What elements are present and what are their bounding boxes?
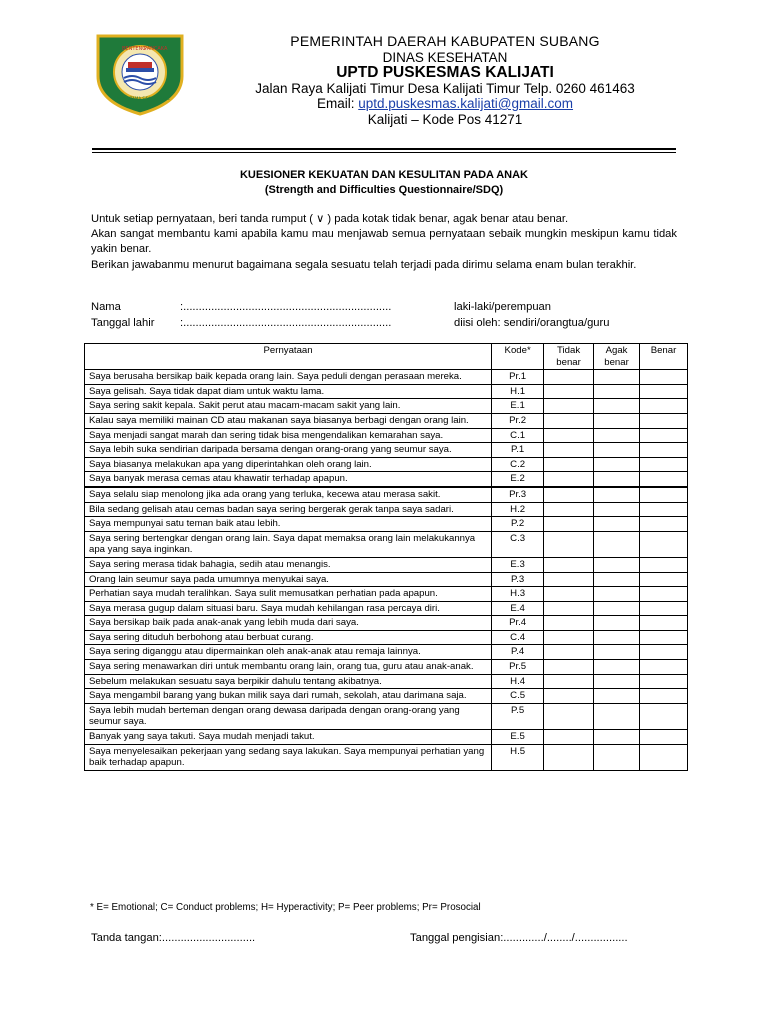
answer-benar-box[interactable] [640, 630, 688, 645]
statement-text: Saya mempunyai satu teman baik atau lebih. [85, 517, 492, 532]
signature-field[interactable]: Tanda tangan:.............................. [91, 932, 256, 944]
postal-code: Kalijati – Kode Pos 41271 [367, 111, 523, 127]
code-legend: * E= Emotional; C= Conduct problems; H= Hyperactivity; P= Peer problems; Pr= Prosocial [90, 902, 481, 913]
answer-tidak-benar-box[interactable] [544, 689, 594, 704]
instruction-1: Untuk setiap pernyataan, beri tanda rumput ( ∨ ) pada kotak tidak benar, agak benar atau benar. [91, 213, 569, 225]
answer-benar-box[interactable] [640, 517, 688, 532]
table-body [85, 370, 688, 771]
answer-benar-box[interactable] [640, 601, 688, 616]
answer-benar-box[interactable] [640, 744, 688, 770]
statement-text: Saya sering dituduh berbohong atau berbuat curang. [85, 630, 492, 645]
table-row [85, 689, 688, 704]
gender-options[interactable]: laki-laki/perempuan [454, 301, 552, 313]
col-tidak-benar: Tidak benar [544, 344, 594, 370]
answer-benar-box[interactable] [640, 428, 688, 443]
header-divider-thin [92, 152, 676, 153]
table-row [85, 487, 688, 502]
answer-tidak-benar-box[interactable] [544, 645, 594, 660]
tanggal-lahir-label: Tanggal lahir [91, 316, 155, 329]
statement-code: P.3 [492, 572, 544, 587]
statement-text: Kalau saya memiliki mainan CD atau makanan saya biasanya berbagi dengan orang lain. [85, 413, 492, 428]
statement-text: Bila sedang gelisah atau cemas badan saya sering bergerak gerak tanpa saya sadari. [85, 502, 492, 517]
statement-text: Saya sering merasa tidak bahagia, sedih atau menangis. [85, 557, 492, 572]
statement-text: Saya merasa gugup dalam situasi baru. Saya mudah kehilangan rasa percaya diri. [85, 601, 492, 616]
statement-text: Saya lebih mudah berteman dengan orang dewasa daripada dengan orang-orang yang seumur saya. [85, 703, 492, 729]
answer-benar-box[interactable] [640, 689, 688, 704]
statement-code: E.5 [492, 730, 544, 745]
answer-agak-benar-box[interactable] [594, 703, 640, 729]
table-row [85, 399, 688, 414]
statement-code: Pr.5 [492, 660, 544, 675]
col-agak-benar: Agak benar [594, 344, 640, 370]
statement-text: Saya bersikap baik pada anak-anak yang lebih muda dari saya. [85, 616, 492, 631]
statement-code: C.2 [492, 457, 544, 472]
instruction-2: Akan sangat membantu kami apabila kamu mau menjawab semua pernyataan sebaik mungkin meskipun kamu tidak yakin benar. [91, 228, 677, 256]
answer-benar-box[interactable] [640, 587, 688, 602]
statement-text: Perhatian saya mudah teralihkan. Saya sulit memusatkan perhatian pada apapun. [85, 587, 492, 602]
col-kode: Kode* [492, 344, 544, 370]
answer-tidak-benar-box[interactable] [544, 443, 594, 458]
answer-tidak-benar-box[interactable] [544, 557, 594, 572]
answer-benar-box[interactable] [640, 443, 688, 458]
col-benar: Benar [640, 344, 688, 370]
statement-code: Pr.2 [492, 413, 544, 428]
answer-agak-benar-box[interactable] [594, 472, 640, 487]
answer-agak-benar-box[interactable] [594, 674, 640, 689]
nama-label: Nama [91, 301, 121, 313]
respondent-options [454, 300, 609, 331]
statement-text: Saya sering diganggu atau dipermainkan oleh anak-anak atau remaja lainnya. [85, 645, 492, 660]
statement-text: Saya biasanya melakukan apa yang diperintahkan oleh orang lain. [85, 457, 492, 472]
answer-benar-box[interactable] [640, 413, 688, 428]
header-divider [92, 148, 676, 150]
table-row [85, 587, 688, 602]
answer-agak-benar-box[interactable] [594, 587, 640, 602]
statement-text: Saya sering sakit kepala. Sakit perut atau macam-macam sakit yang lain. [85, 399, 492, 414]
nama-field[interactable]: :................................................................... [180, 301, 392, 313]
tanggal-lahir-field[interactable]: :................................................................... [180, 316, 392, 329]
answer-agak-benar-box[interactable] [594, 744, 640, 770]
answer-agak-benar-box[interactable] [594, 384, 640, 399]
questionnaire-title [92, 168, 676, 198]
table-row [85, 472, 688, 487]
statement-text: Saya gelisah. Saya tidak dapat diam untuk waktu lama. [85, 384, 492, 399]
statement-code: P.5 [492, 703, 544, 729]
logo-text-left: BENTENG [122, 46, 147, 52]
answer-tidak-benar-box[interactable] [544, 370, 594, 385]
statement-code: E.4 [492, 601, 544, 616]
email-line [220, 96, 670, 112]
answer-benar-box[interactable] [640, 487, 688, 502]
government-name: PEMERINTAH DAERAH KABUPATEN SUBANG [290, 33, 600, 49]
fill-date-field[interactable]: Tanggal pengisian:............./......../................. [410, 932, 628, 944]
statement-code: E.2 [492, 472, 544, 487]
statement-code: P.2 [492, 517, 544, 532]
answer-benar-box[interactable] [640, 645, 688, 660]
answer-agak-benar-box[interactable] [594, 689, 640, 704]
answer-tidak-benar-box[interactable] [544, 703, 594, 729]
answer-tidak-benar-box[interactable] [544, 630, 594, 645]
statement-text: Saya menjadi sangat marah dan sering tidak bisa mengendalikan kemarahan saya. [85, 428, 492, 443]
statement-code: Pr.3 [492, 487, 544, 502]
answer-agak-benar-box[interactable] [594, 428, 640, 443]
table-row [85, 531, 688, 557]
answer-agak-benar-box[interactable] [594, 572, 640, 587]
table-row [85, 703, 688, 729]
sdq-table [84, 343, 688, 771]
answer-agak-benar-box[interactable] [594, 660, 640, 675]
table-row [85, 744, 688, 770]
statement-code: C.5 [492, 689, 544, 704]
statement-text: Saya lebih suka sendirian daripada bersama dengan orang-orang yang seumur saya. [85, 443, 492, 458]
email-label: Email: [316, 96, 359, 111]
answer-tidak-benar-box[interactable] [544, 413, 594, 428]
answer-benar-box[interactable] [640, 472, 688, 487]
logo-text-right: PANCAKA [144, 46, 168, 52]
table-row [85, 517, 688, 532]
table-row [85, 557, 688, 572]
table-row [85, 384, 688, 399]
instructions [91, 212, 677, 273]
table-row [85, 572, 688, 587]
instruction-3: Berikan jawabanmu menurut bagaimana segala sesuatu telah terjadi pada dirimu selama enam bulan terakhir. [91, 258, 637, 271]
answer-tidak-benar-box[interactable] [544, 744, 594, 770]
table-row [85, 674, 688, 689]
table-row [85, 730, 688, 745]
table-row [85, 630, 688, 645]
answer-benar-box[interactable] [640, 370, 688, 385]
answer-agak-benar-box[interactable] [594, 399, 640, 414]
answer-tidak-benar-box[interactable] [544, 660, 594, 675]
answer-tidak-benar-box[interactable] [544, 730, 594, 745]
table-row [85, 413, 688, 428]
answer-tidak-benar-box[interactable] [544, 502, 594, 517]
statement-code: P.1 [492, 443, 544, 458]
table-row [85, 645, 688, 660]
answer-benar-box[interactable] [640, 572, 688, 587]
answer-agak-benar-box[interactable] [594, 601, 640, 616]
statement-code: C.3 [492, 531, 544, 557]
statement-code: C.4 [492, 630, 544, 645]
statement-code: H.1 [492, 384, 544, 399]
answer-tidak-benar-box[interactable] [544, 531, 594, 557]
answer-tidak-benar-box[interactable] [544, 572, 594, 587]
statement-code: Pr.1 [492, 370, 544, 385]
answer-agak-benar-box[interactable] [594, 457, 640, 472]
statement-text: Saya menyelesaikan pekerjaan yang sedang saya lakukan. Saya mempunyai perhatian yang baik terhadap apapun. [85, 744, 492, 770]
filled-by-options[interactable]: diisi oleh: sendiri/orangtua/guru [454, 316, 610, 329]
answer-benar-box[interactable] [640, 616, 688, 631]
answer-agak-benar-box[interactable] [594, 443, 640, 458]
answer-agak-benar-box[interactable] [594, 531, 640, 557]
answer-tidak-benar-box[interactable] [544, 384, 594, 399]
answer-tidak-benar-box[interactable] [544, 487, 594, 502]
table-row [85, 616, 688, 631]
answer-agak-benar-box[interactable] [594, 630, 640, 645]
statement-code: C.1 [492, 428, 544, 443]
answer-agak-benar-box[interactable] [594, 616, 640, 631]
title-line-2: (Strength and Difficulties Questionnaire/SDQ) [264, 184, 504, 196]
answer-agak-benar-box[interactable] [594, 645, 640, 660]
table-header-row [85, 344, 688, 370]
answer-agak-benar-box[interactable] [594, 413, 640, 428]
answer-agak-benar-box[interactable] [594, 730, 640, 745]
logo-text-bottom: BHIPA UTAMA SAYA MERAKE [114, 96, 171, 101]
answer-benar-box[interactable] [640, 557, 688, 572]
email-link[interactable]: uptd.puskesmas.kalijati@gmail.com [358, 96, 574, 111]
answer-tidak-benar-box[interactable] [544, 472, 594, 487]
answer-tidak-benar-box[interactable] [544, 616, 594, 631]
answer-tidak-benar-box[interactable] [544, 428, 594, 443]
institution-name: UPTD PUSKESMAS KALIJATI [336, 64, 554, 81]
statement-code: H.5 [492, 744, 544, 770]
answer-benar-box[interactable] [640, 730, 688, 745]
statement-code: P.4 [492, 645, 544, 660]
answer-benar-box[interactable] [640, 502, 688, 517]
answer-benar-box[interactable] [640, 660, 688, 675]
title-line-1: KUESIONER KEKUATAN DAN KESULITAN PADA ANAK [239, 169, 529, 181]
address: Jalan Raya Kalijati Timur Desa Kalijati Timur Telp. 0260 461463 [255, 80, 635, 96]
table-row [85, 601, 688, 616]
statement-text: Sebelum melakukan sesuatu saya berpikir dahulu tentang akibatnya. [85, 674, 492, 689]
statement-text: Saya sering menawarkan diri untuk membantu orang lain, orang tua, guru atau anak-anak. [85, 660, 492, 675]
statement-text: Saya mengambil barang yang bukan milik saya dari rumah, sekolah, atau darimana saja. [85, 689, 492, 704]
answer-agak-benar-box[interactable] [594, 370, 640, 385]
name-fields [180, 300, 391, 331]
statement-text: Saya selalu siap menolong jika ada orang yang terluka, kecewa atau merasa sakit. [85, 487, 492, 502]
answer-benar-box[interactable] [640, 399, 688, 414]
answer-agak-benar-box[interactable] [594, 517, 640, 532]
answer-benar-box[interactable] [640, 457, 688, 472]
answer-agak-benar-box[interactable] [594, 557, 640, 572]
table-row [85, 370, 688, 385]
statement-text: Banyak yang saya takuti. Saya mudah menjadi takut. [85, 730, 492, 745]
department-name: DINAS KESEHATAN [382, 49, 508, 65]
answer-tidak-benar-box[interactable] [544, 587, 594, 602]
answer-agak-benar-box[interactable] [594, 487, 640, 502]
table-row [85, 502, 688, 517]
statement-code: H.2 [492, 502, 544, 517]
statement-code: E.1 [492, 399, 544, 414]
puskesmas-logo [92, 32, 188, 116]
statement-code: E.3 [492, 557, 544, 572]
table-row [85, 457, 688, 472]
table-row [85, 443, 688, 458]
statement-text: Saya banyak merasa cemas atau khawatir terhadap apapun. [85, 472, 492, 487]
statement-text: Orang lain seumur saya pada umumnya menyukai saya. [85, 572, 492, 587]
statement-code: H.3 [492, 587, 544, 602]
answer-tidak-benar-box[interactable] [544, 517, 594, 532]
table-row [85, 428, 688, 443]
answer-tidak-benar-box[interactable] [544, 674, 594, 689]
answer-tidak-benar-box[interactable] [544, 601, 594, 616]
answer-tidak-benar-box[interactable] [544, 457, 594, 472]
statement-code: Pr.4 [492, 616, 544, 631]
statement-text: Saya berusaha bersikap baik kepada orang lain. Saya peduli dengan perasaan mereka. [85, 370, 492, 385]
statement-text: Saya sering bertengkar dengan orang lain. Saya dapat memaksa orang lain melakukannya apa yang saya inginkan. [85, 531, 492, 557]
statement-code: H.4 [492, 674, 544, 689]
table-row [85, 660, 688, 675]
answer-agak-benar-box[interactable] [594, 502, 640, 517]
answer-benar-box[interactable] [640, 384, 688, 399]
letterhead [220, 34, 670, 127]
answer-benar-box[interactable] [640, 674, 688, 689]
name-labels [91, 300, 154, 331]
answer-benar-box[interactable] [640, 531, 688, 557]
col-pernyataan: Pernyataan [85, 344, 492, 370]
answer-benar-box[interactable] [640, 703, 688, 729]
answer-tidak-benar-box[interactable] [544, 399, 594, 414]
